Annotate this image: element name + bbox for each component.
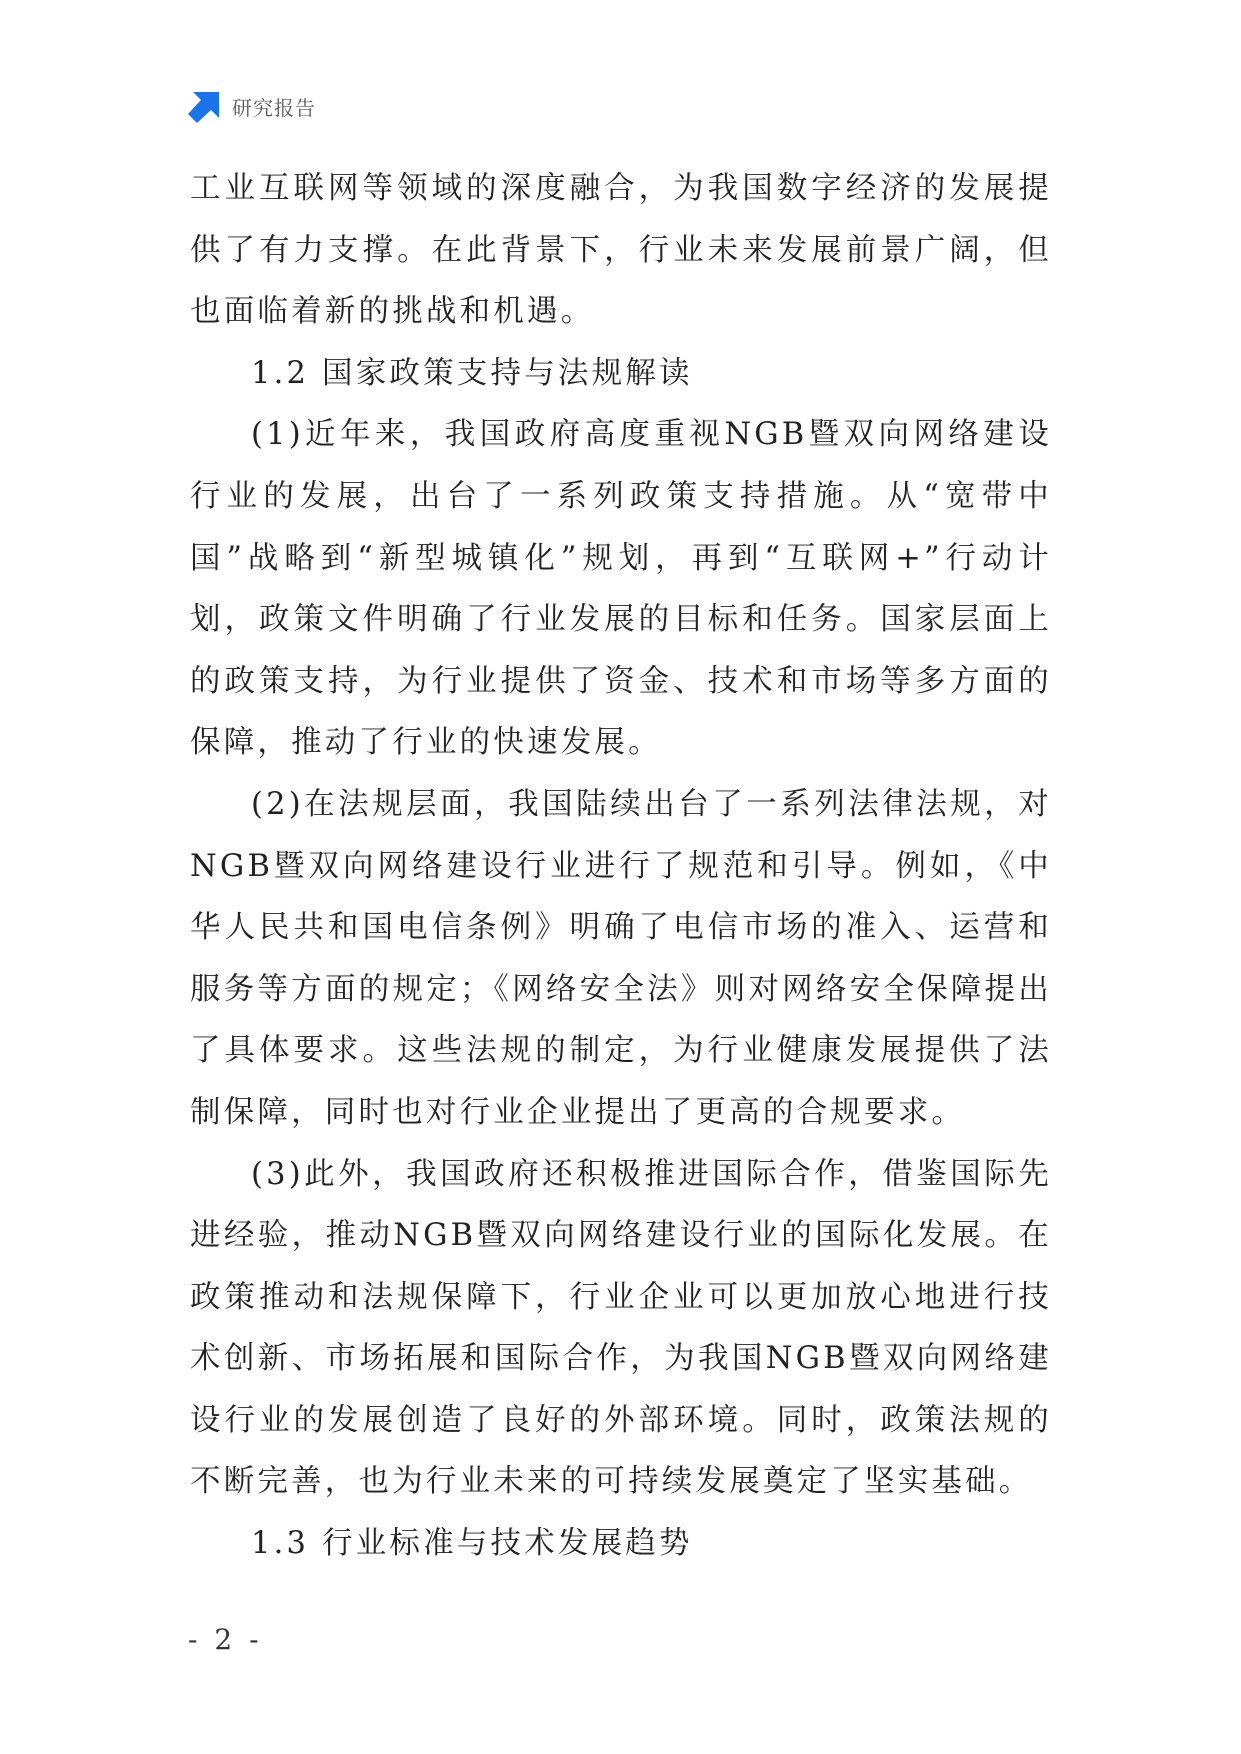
paragraph-continuation: 工业互联网等领域的深度融合，为我国数字经济的发展提供了有力支撑。在此背景下，行业未来发展前景广阔，但也面临着新的挑战和机遇。 [190,171,1052,330]
paragraph-policy-3: (3)此外，我国政府还积极推进国际合作，借鉴国际先进经验，推动NGB暨双向网络建设行业的国际化发展。在政策推动和法规保障下，行业企业可以更加放心地进行技术创新、市场拓展和国际合作，为我国NGB暨双向网络建设行业的发展创造了良好的外部环境。同时，政策法规的不断完善，也为行业未来的可持续发展奠定了坚实基础。 [190,1156,1052,1500]
header-brand-label: 研究报告 [232,95,316,120]
document-body [190,158,1052,1575]
section-heading-1-3: 1.3 行业标准与技术发展趋势 [251,1526,693,1562]
page-header [188,88,316,124]
page-number: - 2 - [188,1623,263,1656]
section-heading-1-2: 1.2 国家政策支持与法规解读 [251,355,693,391]
paragraph-policy-2: (2)在法规层面，我国陆续出台了一系列法律法规，对NGB暨双向网络建设行业进行了规范和引导。例如，《中华人民共和国电信条例》明确了电信市场的准入、运营和服务等方面的规定；《网络安全法》则对网络安全保障提出了具体要求。这些法规的制定，为行业健康发展提供了法制保障，同时也对行业企业提出了更高的合规要求。 [190,786,1052,1130]
paragraph-policy-1: (1)近年来，我国政府高度重视NGB暨双向网络建设行业的发展，出台了一系列政策支持措施。从“宽带中国”战略到“新型城镇化”规划，再到“互联网+”行动计划，政策文件明确了行业发展的目标和任务。国家层面上的政策支持，为行业提供了资金、技术和市场等多方面的保障，推动了行业的快速发展。 [190,417,1052,761]
arrow-up-right-icon [188,89,222,123]
